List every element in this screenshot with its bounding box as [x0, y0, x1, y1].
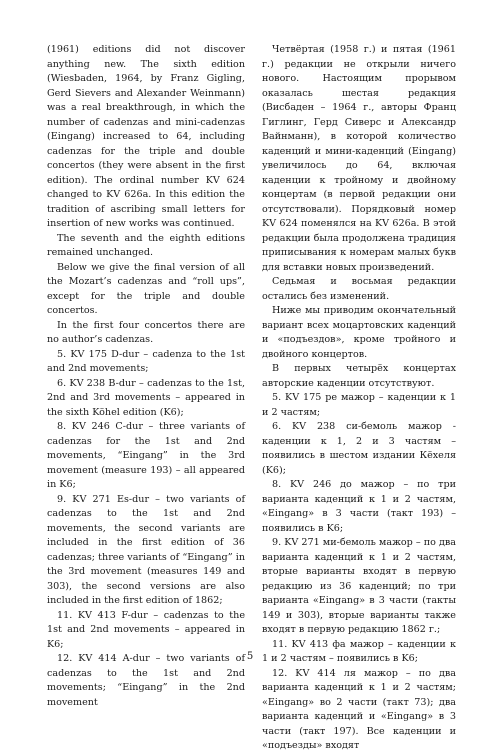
english-column: [47, 43, 245, 710]
russian-paragraph: 5. KV 175 ре мажор – каденции к 1 и 2 частям;: [262, 392, 456, 418]
english-paragraph: In the first four concertos there are no author’s cadenzas.: [47, 319, 245, 345]
russian-paragraph: 6. KV 238 си-бемоль мажор - каденции к 1, 2 и 3 частям – появились в шестом издании Кёхеля (K6);: [262, 421, 456, 476]
russian-paragraph: 9. KV 271 ми-бемоль мажор – по два варианта каденций к 1 и 2 частям, вторые варианты входят в первую редакцию из 36 каденций; по три варианта «Eingang» в 3 части (такты 149 и 303), вторые варианты также входят в первую редакцию 1862 г.;: [262, 537, 456, 635]
english-paragraph: 5. KV 175 D-dur – cadenza to the 1st and 2nd movements;: [47, 348, 245, 374]
english-paragraph: 8. KV 246 C-dur – three variants of cadenzas for the 1st and 2nd movements, “Eingang” in the 3rd movement (measure 193) – all appeared in K6;: [47, 421, 245, 490]
page-number: 5: [246, 651, 254, 662]
russian-paragraph: Четвёртая (1958 г.) и пятая (1961 г.) редакции не открыли ничего нового. Настоящим прорывом оказалась шестая редакция (Висбаден – 1964 г., авторы Франц Гиглинг, Герд Сиверс и Александр Вайнманн), в которой количество каденций и мини-каденций (Eingang) увеличилось до 64, включая каденции к тройному и двойному концертам (в первой редакции они отсутствовали). Порядковый номер KV 624 поменялся на KV 626a. В этой редакции была продолжена традиция приписывания к номерам малых букв для вставки новых произведений.: [262, 44, 456, 273]
russian-paragraph: 8. KV 246 до мажор – по три варианта каденций к 1 и 2 частям, «Eingang» в 3 части (такт 193) – появились в K6;: [262, 479, 456, 534]
english-paragraph: 6. KV 238 B-dur – cadenzas to the 1st, 2nd and 3rd movements – appeared in the sixth Köhel edition (K6);: [47, 377, 245, 418]
russian-paragraph: В первых четырёх концертах авторские каденции отсутствуют.: [262, 363, 456, 389]
english-paragraph: 12. KV 414 A-dur – two variants of cadenzas to the 1st and 2nd movements; “Eingang” in the 2nd movement: [47, 653, 245, 708]
english-paragraph: The seventh and the eighth editions remained unchanged.: [47, 232, 245, 258]
russian-paragraph: Ниже мы приводим окончательный вариант всех моцартовских каденций и «подъездов», кроме тройного и двойного концертов.: [262, 305, 456, 360]
russian-column: [262, 43, 456, 754]
russian-paragraph: 12. KV 414 ля мажор – по два варианта каденций к 1 и 2 частям; «Eingang» во 2 части (такт 73); два варианта каденций и «Eingang» в 3 части (такт 197). Все каденции и «подъезды» входят: [262, 667, 456, 751]
russian-paragraph: 11. KV 413 фа мажор – каденции к 1 и 2 частям – появились в K6;: [262, 638, 456, 664]
english-paragraph: 9. KV 271 Es-dur – two variants of cadenzas to the 1st and 2nd movements, the second variants are included in the first edition of 36 cadenzas; three variants of “Eingang” in the 3rd movement (measures 149 and 303), the second versions are also included in the first edition of 1862;: [47, 493, 245, 606]
english-paragraph: Below we give the final version of all the Mozart’s cadenzas and “roll ups”, except for the triple and double concertos.: [47, 261, 245, 316]
english-paragraph: (1961) editions did not discover anything new. The sixth edition (Wiesbaden, 1964, by Franz Gigling, Gerd Sievers and Alexander Weinmann) was a real breakthrough, in which the number of cadenzas and mini-cadenzas (Eingang) increased to 64, including cadenzas for the triple and double concertos (they were absent in the first edition). The ordinal number KV 624 changed to KV 626a. In this edition the tradition of ascribing small letters for insertion of new works was continued.: [47, 44, 245, 229]
russian-paragraph: Седьмая и восьмая редакции остались без изменений.: [262, 276, 456, 302]
english-paragraph: 11. KV 413 F-dur – cadenzas to the 1st and 2nd movements – appeared in K6;: [47, 609, 245, 650]
